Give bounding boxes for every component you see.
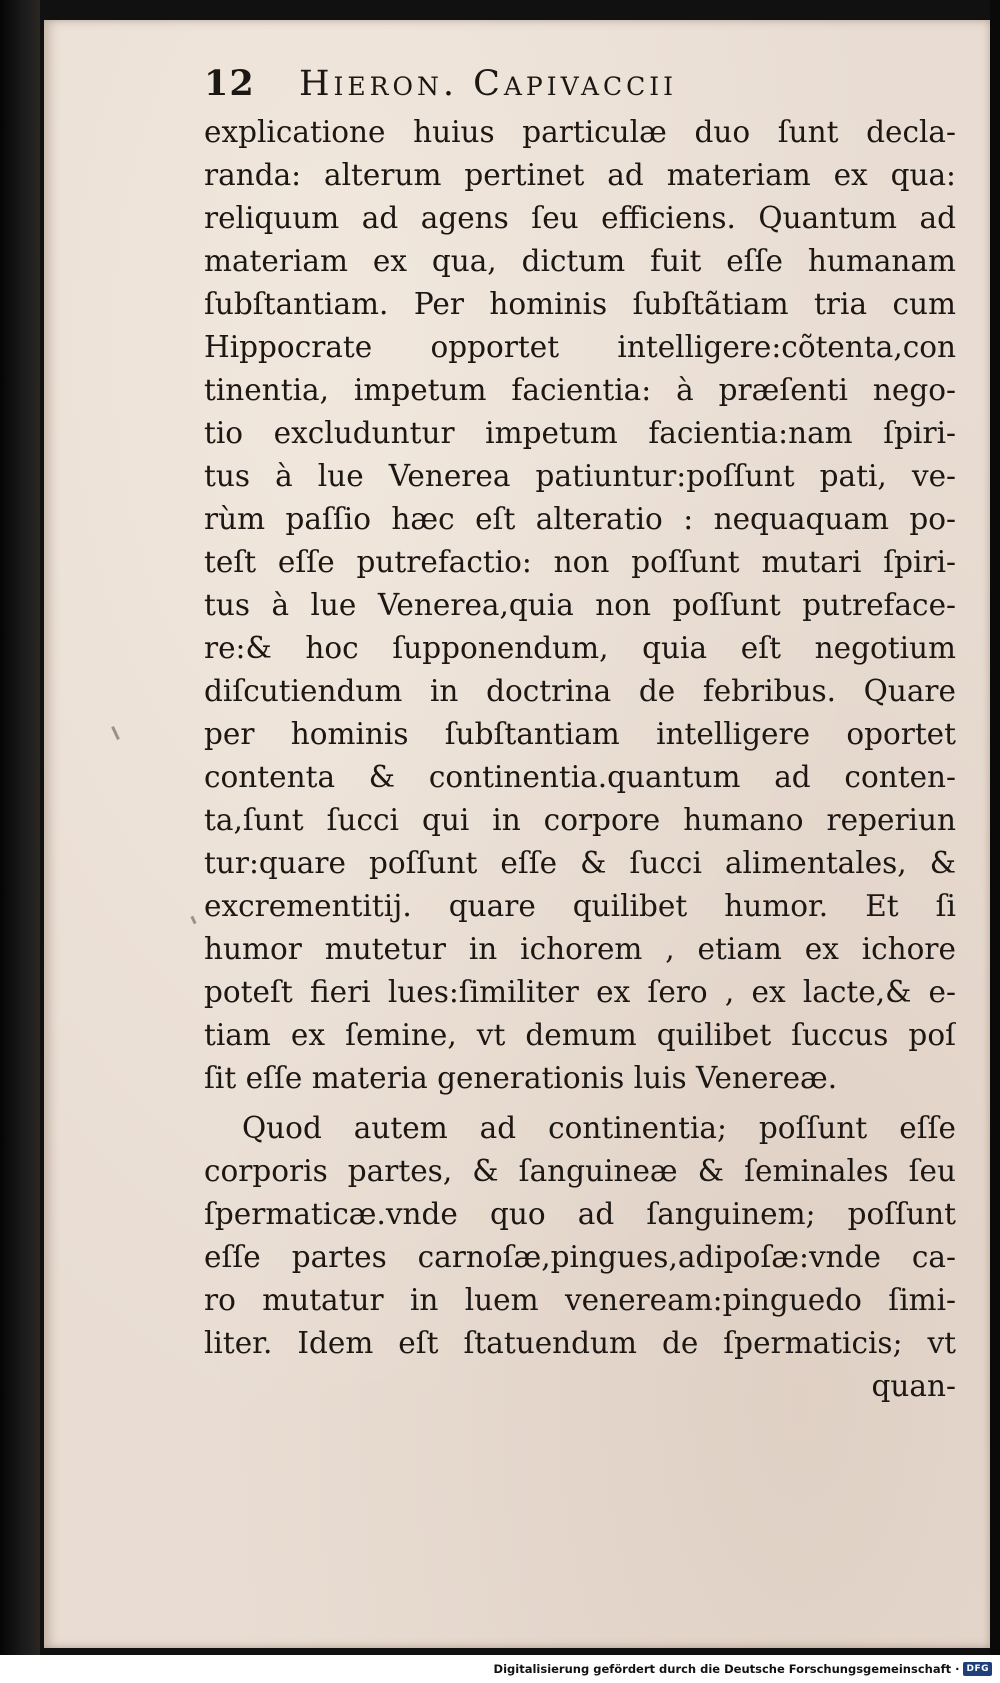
- text-line: tus à lue Venerea patiuntur:poſſunt pati, ve-: [204, 459, 956, 493]
- text-line: reliquum ad agens ſeu efficiens. Quantum ad: [204, 201, 956, 235]
- text-line: ſpermaticæ.vnde quo ad ſanguinem; poſſunt: [204, 1197, 956, 1231]
- page-text: [204, 63, 956, 1408]
- text-line: contenta & continentia.quantum ad conten-: [204, 760, 956, 794]
- text-line: eſſe partes carnoſæ,pingues,adipoſæ:vnde ca-: [204, 1240, 956, 1274]
- text-line: ro mutatur in luem veneream:pinguedo ſimi-: [204, 1283, 956, 1317]
- text-line: humor mutetur in ichorem , etiam ex ichore: [204, 932, 956, 966]
- text-line: rùm paſſio hæc eſt alteratio : nequaquam po-: [204, 502, 956, 536]
- binding-edge: [0, 0, 40, 1655]
- text-line: ſit eſſe materia generationis luis Venereæ.: [204, 1061, 838, 1095]
- text-line: tio excluduntur impetum facientia:nam ſpiri-: [204, 416, 956, 450]
- text-line: Quod autem ad continentia; poſſunt eſſe: [242, 1111, 956, 1145]
- text-line: tiam ex ſemine, vt demum quilibet ſuccus poſ: [204, 1018, 956, 1052]
- text-line: ſubſtantiam. Per hominis ſubſtãtiam tria cum: [204, 287, 956, 321]
- text-line: ta,ſunt ſucci qui in corpore humano reperiun: [204, 803, 956, 837]
- folio-number: 12: [204, 63, 255, 104]
- text-line: poteſt fieri lues:ſimiliter ex ſero , ex lacte,& e-: [204, 975, 956, 1009]
- text-line: tur:quare poſſunt eſſe & ſucci alimentales, &: [204, 846, 956, 880]
- text-line: materiam ex qua, dictum fuit eſſe humanam: [204, 244, 956, 278]
- text-line: explicatione huius particulæ duo ſunt decla-: [204, 115, 956, 149]
- ink-mark: [190, 916, 196, 925]
- digitization-footer: [0, 1655, 1000, 1683]
- text-line: corporis partes, & ſanguineæ & ſeminales ſeu: [204, 1154, 956, 1188]
- scan-border: [990, 0, 1000, 1655]
- catchword: quan-: [871, 1369, 956, 1403]
- ink-mark: [111, 726, 120, 740]
- running-head: Hieron. Capivaccii: [299, 64, 678, 104]
- text-line: re:& hoc ſupponendum, quia eſt negotium: [204, 631, 956, 665]
- paragraph-2: [204, 1107, 956, 1365]
- text-line: randa: alterum pertinet ad materiam ex qua:: [204, 158, 956, 192]
- funding-credit: Digitalisierung gefördert durch die Deutsche Forschungsgemeinschaft ·: [493, 1662, 960, 1676]
- text-line: Hippocrate opportet intelligere:cõtenta,con: [204, 330, 956, 364]
- text-line: per hominis ſubſtantiam intelligere oportet: [204, 717, 956, 751]
- dfg-logo-icon: DFG: [963, 1662, 992, 1676]
- text-line: excrementitij. quare quilibet humor. Et ſi: [204, 889, 956, 923]
- text-line: teſt eſſe putrefactio: non poſſunt mutari ſpiri-: [204, 545, 956, 579]
- text-line: tus à lue Venerea,quia non poſſunt putreface-: [204, 588, 956, 622]
- paragraph-1: [204, 111, 956, 1100]
- text-line: tinentia, impetum facientia: à præſenti nego-: [204, 373, 956, 407]
- text-line: diſcutiendum in doctrina de febribus. Quare: [204, 674, 956, 708]
- text-line: liter. Idem eſt ſtatuendum de ſpermaticis; vt: [204, 1326, 956, 1360]
- page-header: [204, 63, 956, 111]
